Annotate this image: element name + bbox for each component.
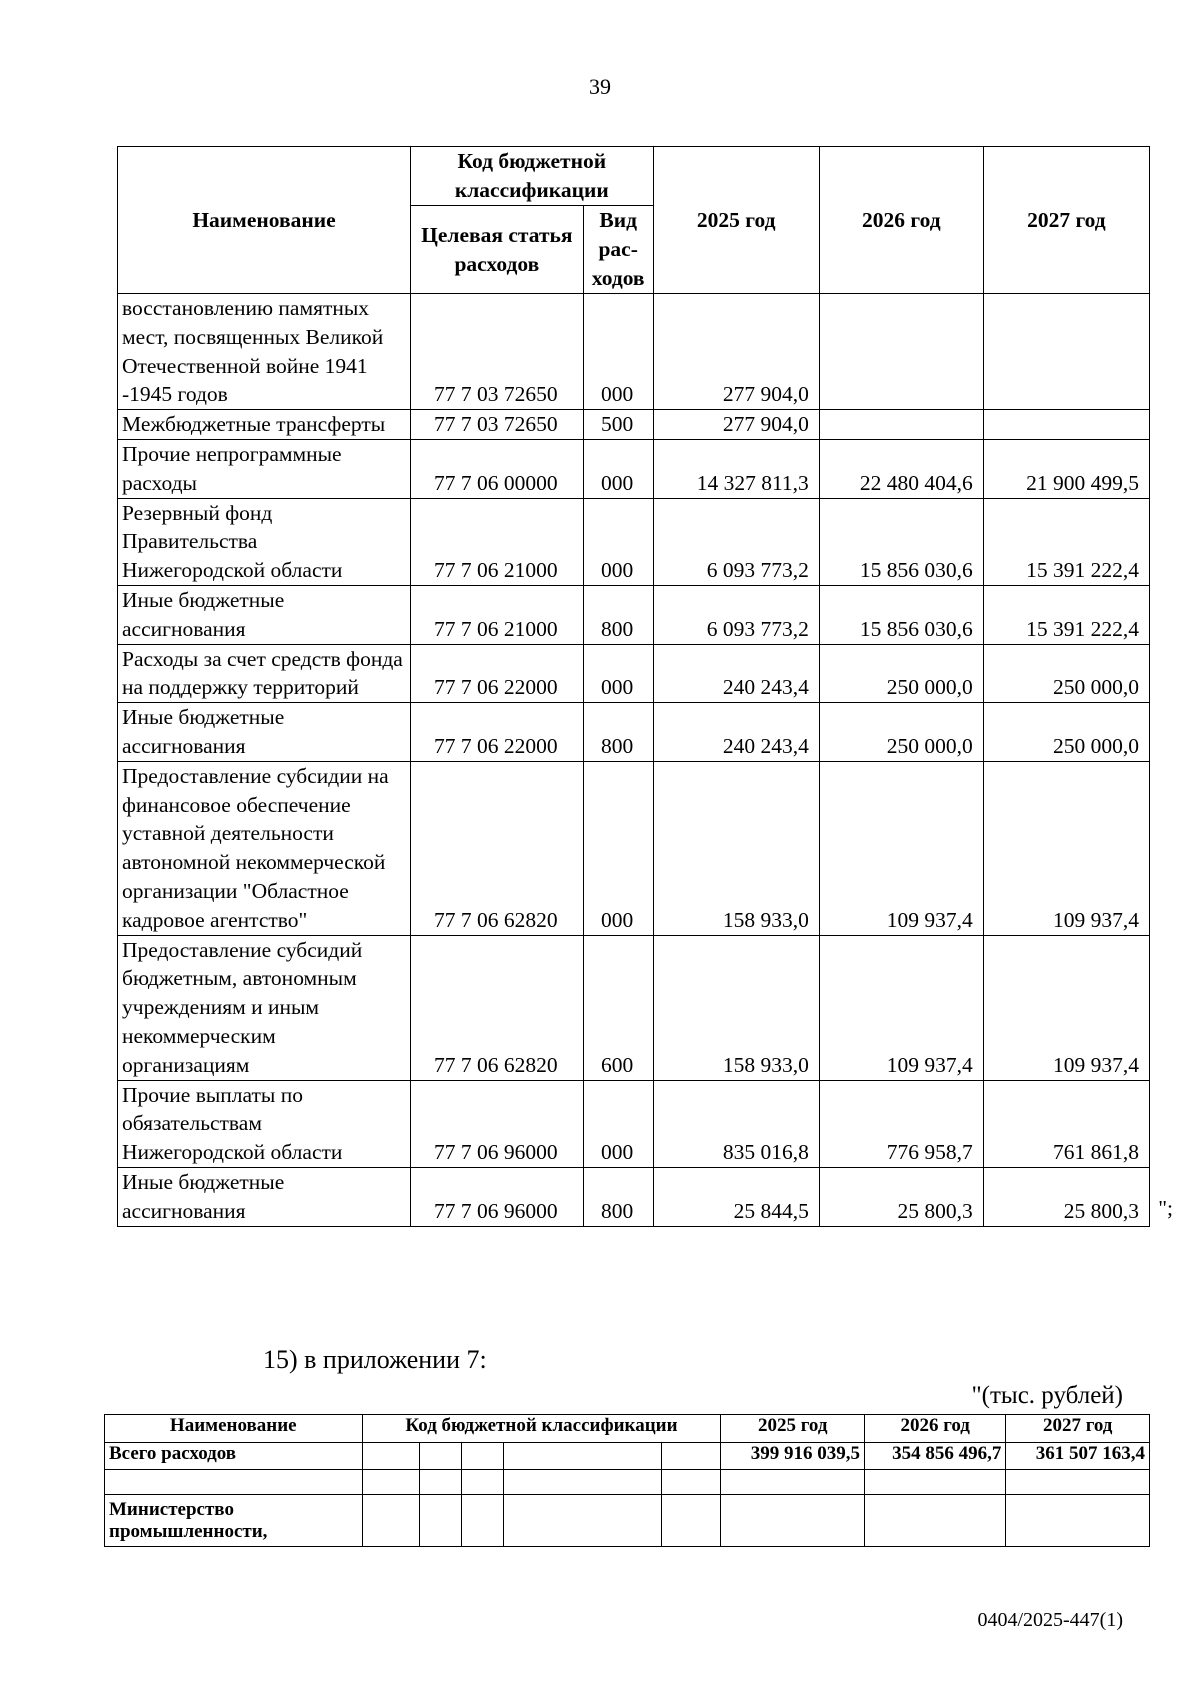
row-name: Иные бюджетные ассигнования [118,1167,411,1226]
header-2026: 2026 год [819,147,983,294]
row-value-2025: 158 933,0 [653,935,819,1080]
table-row [118,935,1150,1080]
units-note: "(тыс. рублей) [971,1382,1123,1409]
table-row [118,410,1150,440]
ministry-name: Министерство промышленности, [105,1495,363,1547]
row-target-article: 77 7 06 96000 [410,1167,583,1226]
row-value-2025: 240 243,4 [653,644,819,703]
total-2027: 361 507 163,4 [1006,1443,1150,1470]
sub-header-code: Код бюджетной классификации [362,1415,721,1443]
row-value-2027: 25 800,3 [1063,1198,1139,1223]
row-target-article: 77 7 06 21000 [410,585,583,644]
row-value-2026 [819,294,983,410]
row-name: Прочие выплаты по обязательствам Нижегородской области [118,1080,411,1167]
row-target-article: 77 7 06 62820 [410,761,583,935]
total-label: Всего расходов [105,1443,363,1470]
table-row [118,498,1150,585]
table-row [118,1167,1150,1226]
row-value-2026: 109 937,4 [819,761,983,935]
row-value-2027: 250 000,0 [983,644,1149,703]
document-number: 0404/2025-447(1) [977,1609,1123,1631]
table-row [118,294,1150,410]
row-value-2027: 15 391 222,4 [983,498,1149,585]
table-row [118,644,1150,703]
row-name: Расходы за счет средств фонда на поддержку территорий [118,644,411,703]
row-name: Резервный фонд Правительства Нижегородской области [118,498,411,585]
row-value-2026: 22 480 404,6 [819,439,983,498]
row-value-2027: 15 391 222,4 [983,585,1149,644]
appendix-7-table [104,1414,1150,1547]
header-2027: 2027 год [983,147,1149,294]
row-value-2026: 250 000,0 [819,703,983,762]
row-expense-type: 000 [583,498,653,585]
row-value-2026 [819,410,983,440]
row-expense-type: 000 [583,761,653,935]
row-value-2027: 250 000,0 [983,703,1149,762]
row-expense-type: 000 [583,294,653,410]
row-value-2025: 6 093 773,2 [653,585,819,644]
row-value-2026: 15 856 030,6 [819,585,983,644]
section-heading: 15) в приложении 7: [263,1345,487,1374]
row-expense-type: 000 [583,644,653,703]
row-expense-type: 500 [583,410,653,440]
row-value-2025: 6 093 773,2 [653,498,819,585]
table-row [118,1080,1150,1167]
row-name: Иные бюджетные ассигнования [118,703,411,762]
row-value-2025: 14 327 811,3 [653,439,819,498]
row-target-article: 77 7 06 00000 [410,439,583,498]
header-2025: 2025 год [653,147,819,294]
row-value-2027: 109 937,4 [983,761,1149,935]
budget-table [117,146,1173,1227]
row-target-article: 77 7 03 72650 [410,294,583,410]
page-number: 39 [589,74,611,99]
row-value-2025: 158 933,0 [653,761,819,935]
table-row [118,439,1150,498]
row-value-2027: 761 861,8 [983,1080,1149,1167]
row-name: Прочие непрограммные расходы [118,439,411,498]
closing-quote-mark: "; [1158,1195,1173,1220]
row-name: Предоставление субсидий бюджетным, автономным учреждениям и иным некоммерческим организациям [118,935,411,1080]
row-value-2027: 109 937,4 [983,935,1149,1080]
row-value-2027: 21 900 499,5 [983,439,1149,498]
row-expense-type: 600 [583,935,653,1080]
row-target-article: 77 7 06 96000 [410,1080,583,1167]
row-name: Иные бюджетные ассигнования [118,585,411,644]
row-target-article: 77 7 06 22000 [410,703,583,762]
row-value-2026: 776 958,7 [819,1080,983,1167]
row-target-article: 77 7 06 22000 [410,644,583,703]
row-name: Межбюджетные трансферты [118,410,411,440]
row-expense-type: 000 [583,1080,653,1167]
header-expense-type: Вид рас- ходов [583,206,653,294]
row-value-2026: 15 856 030,6 [819,498,983,585]
row-expense-type: 800 [583,1167,653,1226]
row-target-article: 77 7 06 21000 [410,498,583,585]
table-row [118,761,1150,935]
header-target-article: Целевая статья расходов [410,206,583,294]
row-value-2025: 835 016,8 [653,1080,819,1167]
table-row [118,703,1150,762]
row-value-2025: 240 243,4 [653,703,819,762]
table-row [118,585,1150,644]
sub-header-2027: 2027 год [1006,1415,1150,1443]
sub-header-2025: 2025 год [721,1415,865,1443]
row-value-2026: 25 800,3 [819,1167,983,1226]
row-target-article: 77 7 06 62820 [410,935,583,1080]
row-value-2027 [983,1167,1173,1226]
row-name: восстановлению памятных мест, посвященных Великой Отечественной войне 1941 -1945 годов [118,294,411,410]
total-2026: 354 856 496,7 [864,1443,1005,1470]
row-expense-type: 800 [583,585,653,644]
row-name: Предоставление субсидии на финансовое обеспечение уставной деятельности автономной некоммерческой организации "Областное кадровое агентство" [118,761,411,935]
row-expense-type: 000 [583,439,653,498]
row-expense-type: 800 [583,703,653,762]
row-value-2026: 109 937,4 [819,935,983,1080]
sub-header-name: Наименование [105,1415,363,1443]
row-value-2027 [983,294,1149,410]
header-code-group: Код бюджетной классификации [410,147,653,206]
row-value-2025: 277 904,0 [653,410,819,440]
row-value-2025: 277 904,0 [653,294,819,410]
row-value-2027 [983,410,1149,440]
total-2025: 399 916 039,5 [721,1443,865,1470]
row-value-2026: 250 000,0 [819,644,983,703]
sub-header-2026: 2026 год [864,1415,1005,1443]
row-value-2025: 25 844,5 [653,1167,819,1226]
header-name: Наименование [118,147,411,294]
row-target-article: 77 7 03 72650 [410,410,583,440]
